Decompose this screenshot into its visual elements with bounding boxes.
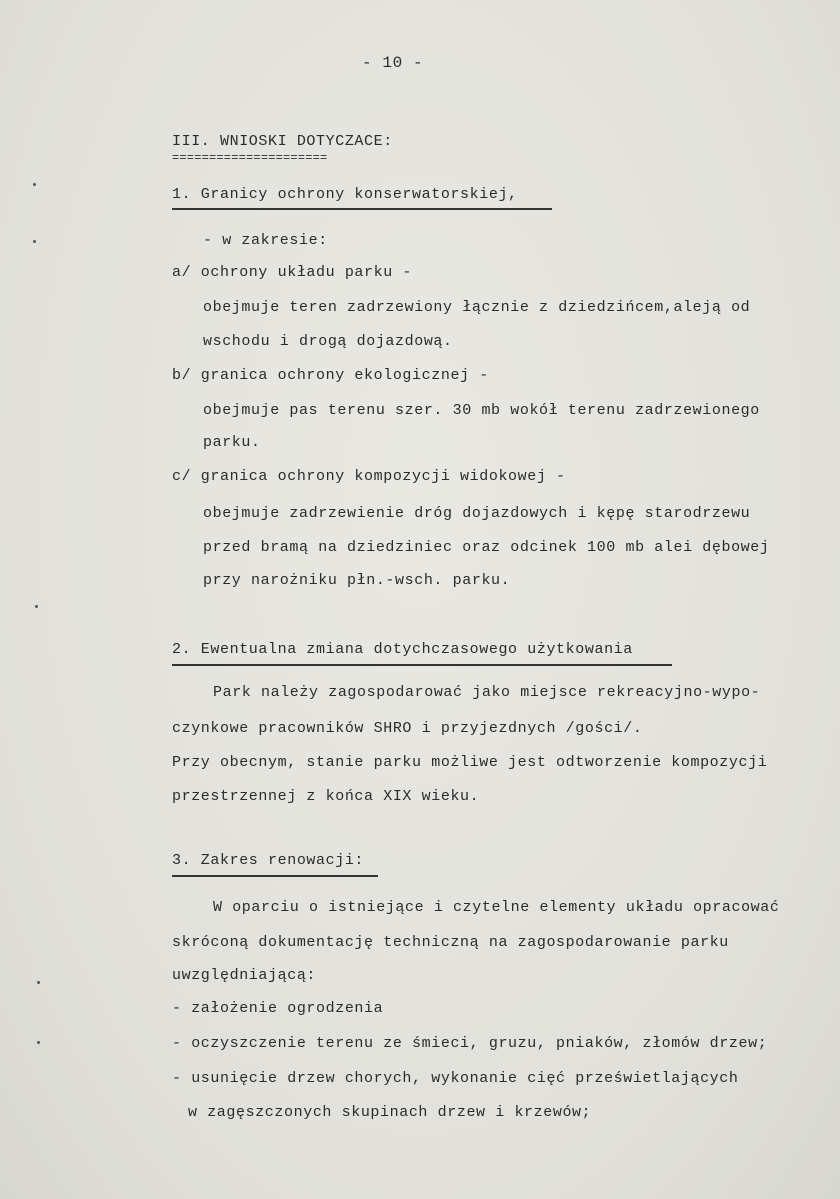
item2-heading: 2. Ewentualna zmiana dotychczasowego użytkowania <box>172 641 633 658</box>
item3-bullet3: - usunięcie drzew chorych, wykonanie cięć prześwietlających <box>172 1070 739 1087</box>
margin-mark <box>35 605 38 608</box>
section-heading: III. WNIOSKI DOTYCZACE: <box>172 133 393 150</box>
margin-mark <box>37 981 40 984</box>
margin-mark <box>37 1041 40 1044</box>
item3-bullet1: - założenie ogrodzenia <box>172 1000 384 1017</box>
item1-c-title: c/ granica ochrony kompozycji widokowej - <box>172 468 566 485</box>
item1-heading: 1. Granicy ochrony konserwatorskiej, <box>172 186 518 203</box>
item3-line1: W oparciu o istniejące i czytelne elementy układu opracować <box>213 899 780 916</box>
item1-a-title: a/ ochrony układu parku - <box>172 264 413 281</box>
item3-line2: skróconą dokumentację techniczną na zagospodarowanie parku <box>172 934 729 951</box>
item3-heading: 3. Zakres renowacji: <box>172 852 365 869</box>
page-number: - 10 - <box>362 54 424 72</box>
item1-a-line1: obejmuje teren zadrzewiony łącznie z dziedzińcem,aleją od <box>203 299 751 316</box>
item3-bullet2: - oczyszczenie terenu ze śmieci, gruzu, pniaków, złomów drzew; <box>172 1035 768 1052</box>
margin-mark <box>33 183 36 186</box>
item3-bullet3-cont: w zagęszczonych skupinach drzew i krzewów; <box>188 1104 592 1121</box>
margin-mark <box>33 240 36 243</box>
section-heading-underline: ===================== <box>172 151 328 165</box>
item1-b-line2: parku. <box>203 434 261 451</box>
item2-line3: Przy obecnym, stanie parku możliwe jest odtworzenie kompozycji <box>172 754 768 771</box>
item3-underline <box>172 875 378 877</box>
item1-c-line3: przy narożniku płn.-wsch. parku. <box>203 572 511 589</box>
item1-b-title: b/ granica ochrony ekologicznej - <box>172 367 489 384</box>
item2-line2: czynkowe pracowników SHRO i przyjezdnych /gości/. <box>172 720 643 737</box>
item1-a-line2: wschodu i drogą dojazdową. <box>203 333 453 350</box>
item3-line3: uwzględniającą: <box>172 967 317 984</box>
item1-b-line1: obejmuje pas terenu szer. 30 mb wokół terenu zadrzewionego <box>203 402 760 419</box>
item1-c-line1: obejmuje zadrzewienie dróg dojazdowych i kępę starodrzewu <box>203 505 751 522</box>
item2-line4: przestrzennej z końca XIX wieku. <box>172 788 480 805</box>
item1-underline <box>172 208 552 210</box>
item1-c-line2: przed bramą na dziedziniec oraz odcinek 100 mb alei dębowej <box>203 539 770 556</box>
item2-line1: Park należy zagospodarować jako miejsce rekreacyjno-wypo- <box>213 684 761 701</box>
item1-scope: - w zakresie: <box>203 232 328 249</box>
item2-underline <box>172 664 672 666</box>
